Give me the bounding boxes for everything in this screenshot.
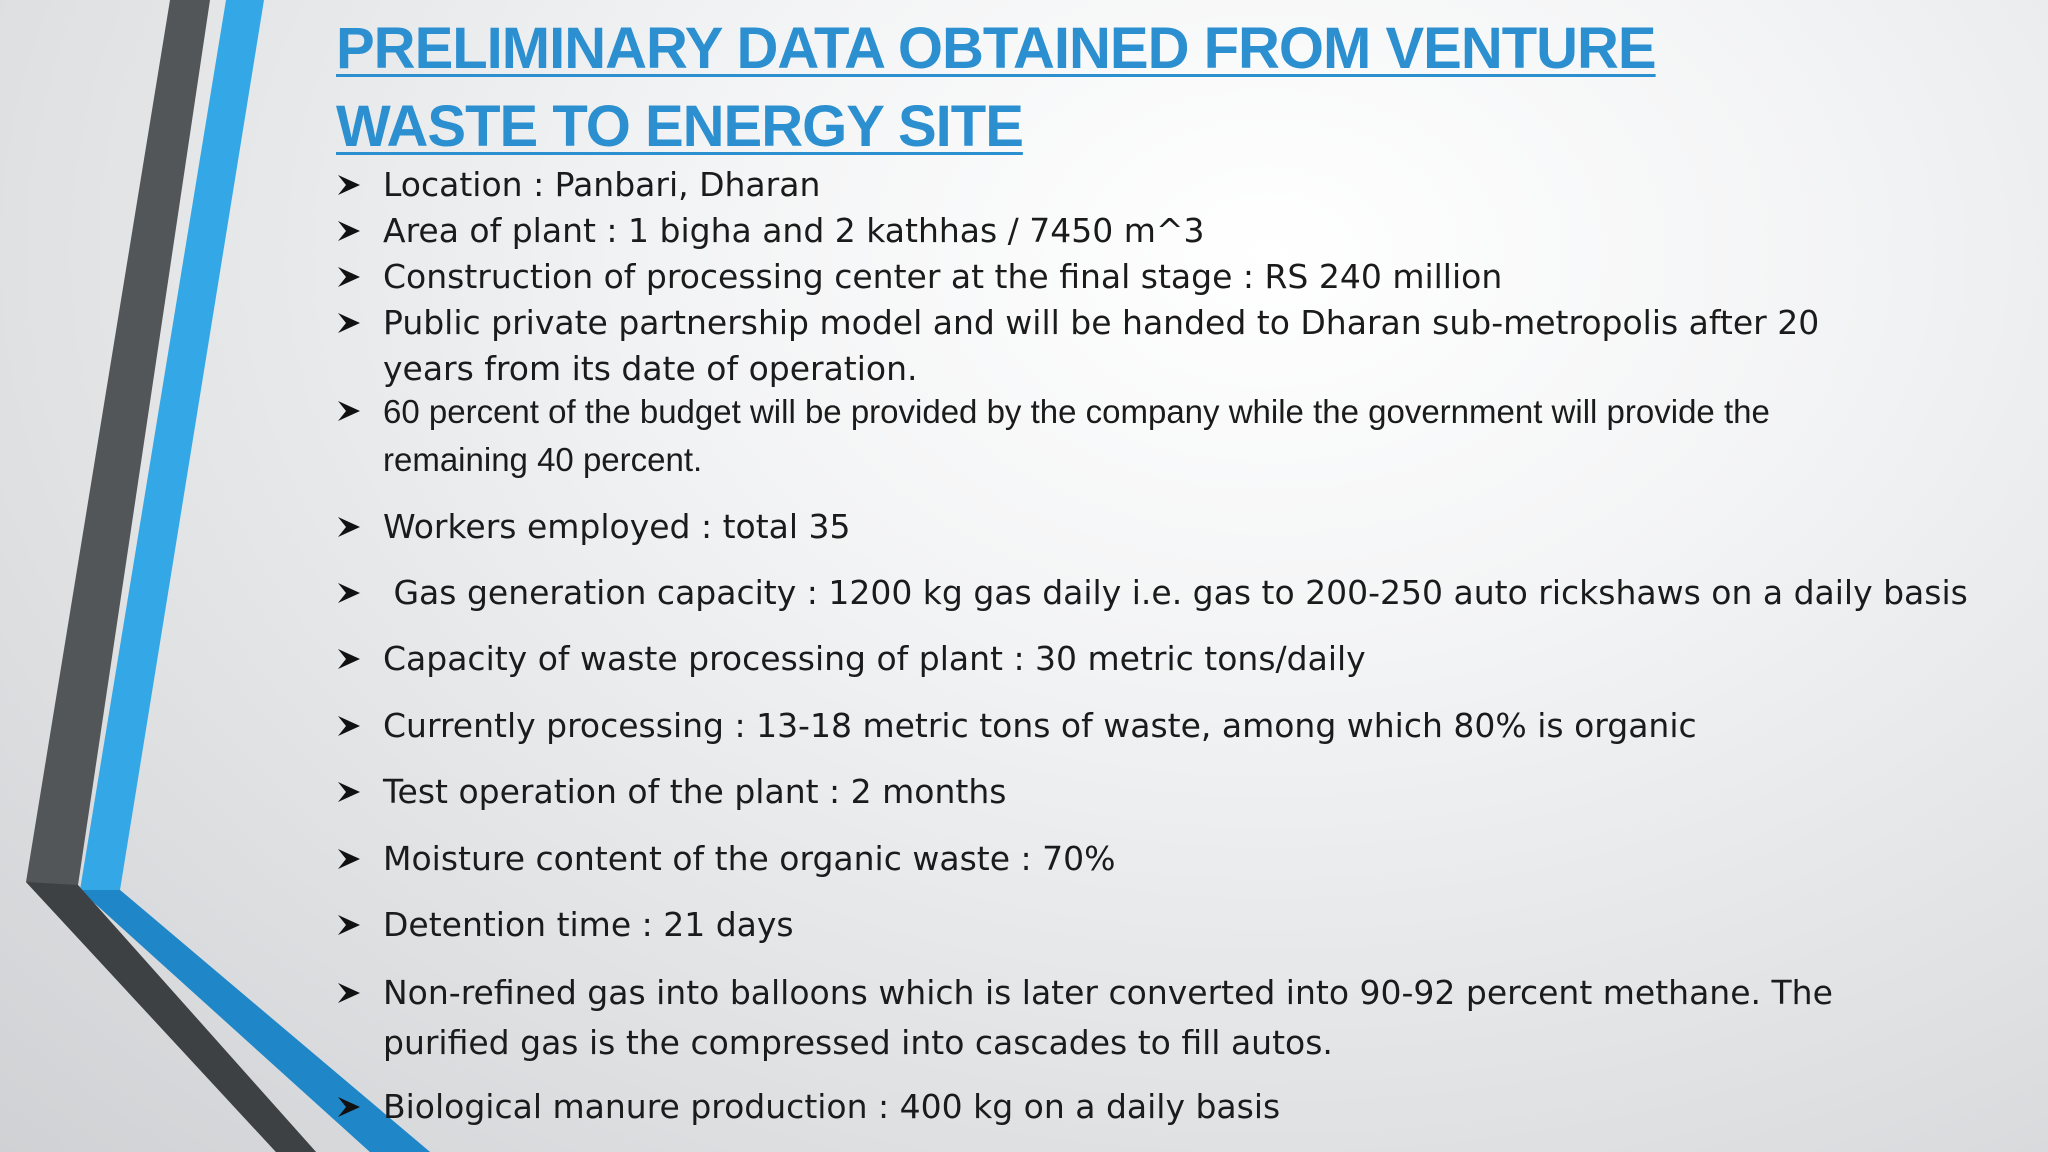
bullet-item-partnership [336,300,1896,392]
bullet-item-gas-capacity [336,570,1968,616]
bullet-text: Detention time : 21 days [383,905,794,944]
bullet-item-moisture [336,836,1896,882]
bullet-item-waste-capacity [336,636,1896,682]
arrowhead-bullet-icon [336,310,362,336]
bullet-item-manure [336,1084,1896,1130]
bullet-item-construction [336,254,1896,300]
bullet-item-test-operation [336,769,1896,815]
bullet-item-budget [336,388,1896,484]
title-line-1: PRELIMINARY DATA OBTAINED FROM VENTURE [336,16,1656,81]
arrowhead-bullet-icon [336,713,362,739]
arrowhead-bullet-icon [336,1094,362,1120]
arrowhead-bullet-icon [336,580,362,606]
arrowhead-bullet-icon [336,912,362,938]
bullet-item-location [336,162,1896,208]
bullet-text: Gas generation capacity : 1200 kg gas daily i.e. gas to 200-250 auto rickshaws on a daily basis [383,573,1968,612]
bullet-text: Currently processing : 13-18 metric tons of waste, among which 80% is organic [383,706,1697,745]
arrowhead-bullet-icon [336,264,362,290]
bullet-text: 60 percent of the budget will be provided by the company while the government will provide the remaining 40 percent. [383,393,1770,478]
bullet-text: Workers employed : total 35 [383,507,851,546]
bullet-text: Capacity of waste processing of plant : 30 metric tons/daily [383,639,1366,678]
arrowhead-bullet-icon [336,398,362,424]
bullet-text: Test operation of the plant : 2 months [383,772,1007,811]
bullet-text: Non-refined gas into balloons which is later converted into 90-92 percent methane. The purified gas is the compressed into cascades to fill autos. [383,973,1833,1062]
bullet-text: Public private partnership model and will be handed to Dharan sub-metropolis after 20 years from its date of operation. [383,303,1820,388]
arrowhead-bullet-icon [336,846,362,872]
bullet-item-area [336,208,1896,254]
bullet-text: Area of plant : 1 bigha and 2 kathhas / 7450 m^3 [383,211,1205,250]
arrowhead-bullet-icon [336,172,362,198]
bullet-text: Biological manure production : 400 kg on a daily basis [383,1087,1281,1126]
bullet-item-methane [336,968,1896,1068]
bullet-text: Construction of processing center at the final stage : RS 240 million [383,257,1503,296]
title-line-2: WASTE TO ENERGY SITE [336,94,1023,159]
arrowhead-bullet-icon [336,646,362,672]
bullet-text: Location : Panbari, Dharan [383,165,821,204]
arrowhead-bullet-icon [336,980,362,1006]
arrowhead-bullet-icon [336,218,362,244]
bullet-text: Moisture content of the organic waste : 70% [383,839,1116,878]
arrowhead-bullet-icon [336,514,362,540]
bullet-item-workers [336,504,1896,550]
bullet-item-detention [336,902,1896,948]
arrowhead-bullet-icon [336,779,362,805]
bullet-item-current-processing [336,703,1896,749]
